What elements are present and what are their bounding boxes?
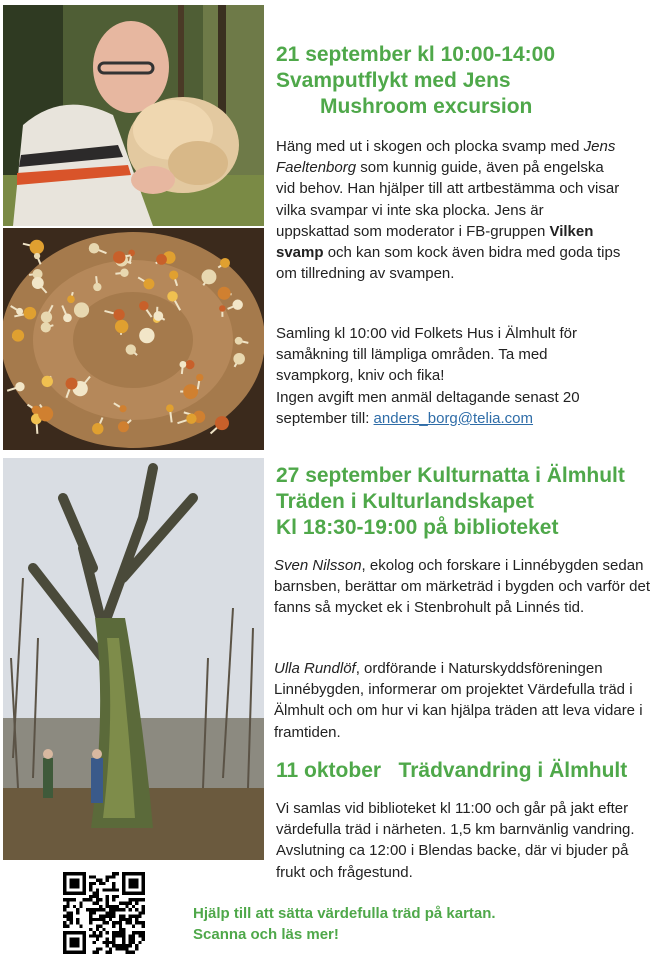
cta-line1: Hjälp till att sätta värdefulla träd på kartan. [193,905,496,922]
event3-description: Vi samlas vid biblioteket kl 11:00 och går på jakt efter värdefulla träd i närheten. 1,5 km barnvänlig vandring. Avslutning ca 12:00 i Blendas backe, där vi bjuder på frukt och frågestund. [276,800,635,881]
event2-speaker2: Ulla Rundlöf, ordförande i Naturskyddsföreningen Linnébygden, informerar om projektet Värdefulla träd i Älmhult och om hur vi kan hjälpa träden att leva vidare i framtiden. [274,660,643,741]
photo-man-with-mushroom [3,5,264,226]
event3-heading: 11 oktober Trädvandring i Älmhult [276,759,628,782]
event1-heading [276,42,666,120]
event1-heading-line3: Mushroom excursion [320,95,533,118]
event1-heading-line1: 21 september kl 10:00-14:00 [276,43,555,66]
fb-group-name: Vilken svamp [276,222,594,262]
qr-code[interactable] [63,872,145,954]
event2-heading [276,463,671,541]
cta-line2: Scanna och läs mer! [193,926,339,943]
event2-heading-line3: Kl 18:30-19:00 på biblioteket [276,516,559,539]
speaker2-name: Ulla Rundlöf [274,660,356,677]
event1-meeting-info: Samling kl 10:00 vid Folkets Hus i Älmhult för samåkning till lämpliga områden. Ta med svampkorg, kniv och fika! Ingen avgift men anmäl deltagande senast 20 september till: anders_borg@telia.com [276,325,580,427]
photo-mushrooms-on-wood [3,228,264,450]
email-link[interactable]: anders_borg@telia.com [373,409,534,427]
event1-heading-line2: Svamputflykt med Jens [276,69,511,92]
speaker1-name: Sven Nilsson [274,557,362,574]
photo-large-oak-tree [3,458,264,860]
event2-heading-line2: Träden i Kulturlandskapet [276,490,534,513]
event2-heading-line1: 27 september Kulturnatta i Älmhult [276,464,625,487]
event1-description: Häng med ut i skogen och plocka svamp med Jens Faeltenborg som kunnig guide, även på engelska vid behov. Han hjälper till att artbestämma och visar vilka svampar vi inte ska plocka. Jens är uppskattad som moderator i FB-gruppen Vilken svamp och kan som kock även bidra med goda tips om tillredning av svampen. [276,138,621,283]
event2-speaker1: Sven Nilsson, ekolog och forskare i Linnébygden sedan barnsben, berättar om märketräd i bygden och varför det fanns så mycket ek i Stenbrohult på Linnés tid. [274,557,651,617]
call-to-action [193,903,663,945]
guide-name: Jens Faeltenborg [276,138,616,177]
